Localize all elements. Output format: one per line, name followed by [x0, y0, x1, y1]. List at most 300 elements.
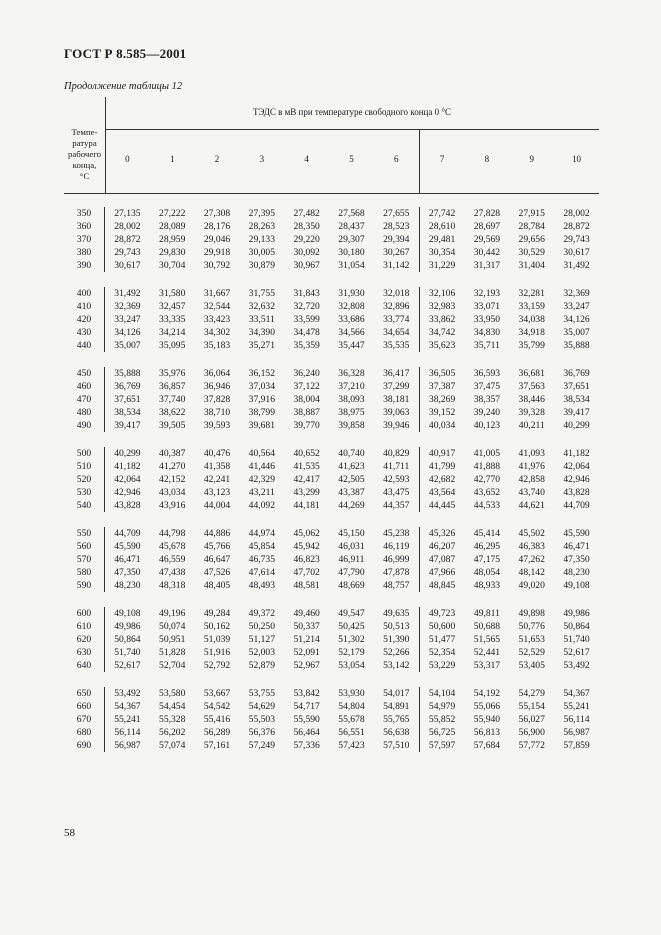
temperature-cell: 490 — [64, 419, 105, 432]
emf-value-cell: 45,414 — [473, 528, 501, 539]
table-row — [64, 380, 599, 393]
emf-value-cell: 27,308 — [203, 208, 231, 219]
emf-value-cell: 42,946 — [114, 487, 141, 498]
emf-value-cell: 34,654 — [383, 327, 410, 338]
left-header-line: конца, — [72, 160, 97, 170]
emf-value-cell: 33,511 — [248, 314, 275, 325]
emf-value-cell: 34,038 — [518, 314, 545, 325]
emf-value-cell: 28,437 — [338, 221, 365, 232]
emf-value-cell: 46,559 — [159, 554, 186, 565]
emf-value-cell: 56,464 — [293, 727, 320, 738]
emf-value-cell: 42,417 — [293, 474, 320, 485]
emf-value-cell: 41,093 — [518, 448, 545, 459]
emf-value-cell: 29,743 — [563, 234, 590, 245]
emf-value-cell: 39,152 — [419, 406, 465, 419]
emf-value-cell: 47,790 — [338, 567, 365, 578]
emf-value-cell: 55,241 — [114, 714, 141, 725]
emf-value-cell: 31,317 — [473, 260, 501, 271]
temperature-cell: 400 — [64, 287, 105, 300]
emf-value-cell: 36,152 — [248, 368, 276, 379]
table-row — [64, 367, 599, 380]
emf-value-cell: 51,039 — [203, 634, 231, 645]
emf-value-cell: 37,210 — [338, 381, 365, 392]
emf-value-cell: 51,828 — [159, 647, 186, 658]
emf-value-cell: 34,126 — [563, 314, 590, 325]
emf-value-cell: 27,568 — [338, 208, 365, 219]
emf-value-cell: 39,328 — [518, 407, 545, 418]
emf-value-cell: 29,569 — [473, 234, 501, 245]
table-row — [64, 633, 599, 646]
temperature-cell: 570 — [64, 553, 105, 566]
emf-value-cell: 56,725 — [419, 726, 465, 739]
emf-value-cell: 28,350 — [293, 221, 320, 232]
temperature-column-header — [64, 97, 106, 193]
emf-value-cell: 52,266 — [383, 647, 410, 658]
emf-value-cell: 45,150 — [338, 528, 365, 539]
emf-value-cell: 42,682 — [419, 473, 465, 486]
emf-value-cell: 48,757 — [383, 580, 410, 591]
emf-value-cell: 45,502 — [518, 528, 545, 539]
emf-value-cell: 51,390 — [383, 634, 410, 645]
emf-value-cell: 54,017 — [383, 688, 410, 699]
emf-value-cell: 34,478 — [293, 327, 320, 338]
emf-value-cell: 45,590 — [114, 541, 141, 552]
emf-value-cell: 35,888 — [114, 368, 141, 379]
temperature-cell: 630 — [64, 646, 105, 659]
emf-value-cell: 32,369 — [114, 301, 141, 312]
emf-value-cell: 27,655 — [383, 208, 410, 219]
emf-value-cell: 53,930 — [338, 688, 365, 699]
emf-value-cell: 43,034 — [159, 487, 186, 498]
emf-value-cell: 32,808 — [338, 301, 365, 312]
emf-value-cell: 56,638 — [383, 727, 410, 738]
emf-value-cell: 47,438 — [159, 567, 186, 578]
emf-value-cell: 43,828 — [563, 487, 590, 498]
emf-value-cell: 48,142 — [518, 567, 545, 578]
page-number: 58 — [64, 827, 75, 839]
temperature-cell: 610 — [64, 620, 105, 633]
emf-value-cell: 31,580 — [159, 288, 186, 299]
table-row — [64, 687, 599, 700]
emf-value-cell: 52,354 — [419, 646, 465, 659]
table-row — [64, 713, 599, 726]
emf-column-group-header: ТЭДС в мВ при температуре свободного конца 0 °С — [105, 97, 599, 130]
emf-value-cell: 30,617 — [114, 260, 141, 271]
emf-value-cell: 29,918 — [203, 247, 231, 258]
emf-value-cell: 34,566 — [338, 327, 365, 338]
table-continuation-label: Продолжение таблицы 12 — [64, 81, 183, 92]
emf-value-cell: 31,229 — [419, 259, 465, 272]
emf-value-cell: 48,318 — [159, 580, 186, 591]
emf-value-cell: 55,503 — [248, 714, 276, 725]
emf-value-cell: 52,529 — [518, 647, 545, 658]
emf-value-cell: 42,505 — [338, 474, 365, 485]
emf-value-cell: 44,621 — [518, 500, 545, 511]
emf-value-cell: 38,446 — [518, 394, 545, 405]
emf-value-cell: 38,181 — [383, 394, 410, 405]
emf-value-cell: 45,326 — [419, 527, 465, 540]
table-row — [64, 527, 599, 540]
table-row — [64, 646, 599, 659]
temperature-cell: 590 — [64, 579, 105, 592]
emf-value-cell: 46,471 — [114, 554, 141, 565]
emf-value-cell: 44,269 — [338, 500, 365, 511]
emf-value-cell: 34,302 — [203, 327, 231, 338]
emf-value-cell: 49,460 — [293, 608, 320, 619]
emf-value-cell: 30,879 — [248, 260, 276, 271]
emf-value-cell: 36,857 — [159, 381, 186, 392]
emf-value-cell: 47,262 — [518, 554, 545, 565]
emf-value-cell: 57,336 — [293, 740, 320, 751]
temperature-cell: 650 — [64, 687, 105, 700]
emf-value-cell: 35,888 — [563, 340, 590, 351]
emf-value-cell: 27,135 — [114, 208, 141, 219]
emf-value-cell: 40,476 — [203, 448, 231, 459]
emf-value-cell: 40,299 — [114, 448, 141, 459]
emf-value-cell: 43,564 — [419, 486, 465, 499]
column-header: 1 — [169, 154, 175, 164]
emf-value-cell: 39,681 — [248, 420, 276, 431]
emf-value-cell: 53,492 — [563, 660, 590, 671]
emf-value-cell: 28,610 — [419, 220, 465, 233]
emf-value-cell: 49,547 — [338, 608, 365, 619]
emf-value-cell: 50,513 — [383, 621, 410, 632]
emf-value-cell: 52,179 — [338, 647, 365, 658]
temperature-cell: 360 — [64, 220, 105, 233]
emf-value-cell: 54,279 — [518, 688, 545, 699]
table-row — [64, 566, 599, 579]
emf-value-cell: 57,161 — [203, 740, 231, 751]
emf-value-cell: 28,002 — [114, 221, 141, 232]
table-body — [64, 207, 599, 767]
temperature-cell: 390 — [64, 259, 105, 272]
emf-value-cell: 41,799 — [419, 460, 465, 473]
table-row — [64, 700, 599, 713]
emf-value-cell: 39,417 — [114, 420, 141, 431]
emf-value-cell: 44,445 — [419, 499, 465, 512]
emf-value-cell: 49,372 — [248, 608, 276, 619]
emf-value-cell: 48,230 — [563, 567, 590, 578]
emf-value-cell: 31,755 — [248, 288, 276, 299]
emf-value-cell: 47,702 — [293, 567, 320, 578]
emf-value-cell: 40,123 — [473, 420, 501, 431]
emf-value-cell: 42,064 — [114, 474, 141, 485]
emf-value-cell: 37,828 — [203, 394, 231, 405]
emf-value-cell: 29,220 — [293, 234, 320, 245]
emf-value-cell: 36,064 — [203, 368, 231, 379]
emf-value-cell: 40,829 — [383, 448, 410, 459]
table-row — [64, 579, 599, 592]
emf-value-cell: 40,740 — [338, 448, 365, 459]
emf-value-cell: 34,390 — [248, 327, 276, 338]
temperature-cell: 660 — [64, 700, 105, 713]
emf-value-cell: 54,192 — [473, 688, 501, 699]
emf-value-cell: 52,879 — [248, 660, 276, 671]
temperature-cell: 430 — [64, 326, 105, 339]
emf-value-cell: 50,951 — [159, 634, 186, 645]
emf-value-cell: 31,404 — [518, 260, 545, 271]
emf-value-cell: 33,686 — [338, 314, 365, 325]
emf-value-cell: 42,946 — [563, 474, 590, 485]
emf-value-cell: 41,182 — [563, 448, 590, 459]
emf-value-cell: 33,599 — [293, 314, 320, 325]
emf-value-cell: 39,417 — [563, 407, 590, 418]
emf-value-cell: 33,159 — [518, 301, 545, 312]
emf-value-cell: 31,843 — [293, 288, 320, 299]
emf-value-cell: 30,267 — [383, 247, 410, 258]
emf-value-cell: 54,629 — [248, 701, 276, 712]
emf-value-cell: 46,999 — [383, 554, 410, 565]
emf-value-cell: 32,193 — [473, 288, 501, 299]
table-row — [64, 339, 599, 352]
emf-value-cell: 46,735 — [248, 554, 276, 565]
emf-value-cell: 31,054 — [338, 260, 365, 271]
emf-value-cell: 46,823 — [293, 554, 320, 565]
emf-value-cell: 56,551 — [338, 727, 365, 738]
emf-value-cell: 30,005 — [248, 247, 276, 258]
left-header-line: °С — [79, 171, 90, 181]
emf-value-cell: 48,845 — [419, 579, 465, 592]
emf-value-cell: 32,106 — [419, 287, 465, 300]
table-row — [64, 540, 599, 553]
emf-value-cell: 46,207 — [419, 540, 465, 553]
table-row — [64, 246, 599, 259]
emf-value-cell: 50,250 — [248, 621, 276, 632]
emf-value-cell: 57,249 — [248, 740, 276, 751]
emf-value-cell: 39,063 — [383, 407, 410, 418]
temperature-cell: 640 — [64, 659, 105, 672]
table-row — [64, 726, 599, 739]
temperature-cell: 510 — [64, 460, 105, 473]
emf-value-cell: 43,123 — [203, 487, 231, 498]
emf-value-cell: 36,328 — [338, 368, 365, 379]
emf-value-cell: 38,004 — [293, 394, 320, 405]
emf-value-cell: 41,005 — [473, 448, 501, 459]
emf-value-cell: 31,667 — [203, 288, 231, 299]
emf-value-cell: 29,830 — [159, 247, 186, 258]
emf-value-cell: 45,590 — [563, 528, 590, 539]
emf-value-cell: 56,813 — [473, 727, 501, 738]
emf-value-cell: 48,493 — [248, 580, 276, 591]
emf-value-cell: 52,792 — [203, 660, 231, 671]
emf-value-cell: 36,417 — [383, 368, 410, 379]
temperature-cell: 670 — [64, 713, 105, 726]
emf-value-cell: 54,104 — [419, 687, 465, 700]
temperature-cell: 550 — [64, 527, 105, 540]
emf-value-cell: 37,740 — [159, 394, 186, 405]
emf-value-cell: 40,211 — [518, 420, 545, 431]
temperature-cell: 480 — [64, 406, 105, 419]
emf-value-cell: 48,581 — [293, 580, 320, 591]
emf-value-cell: 41,446 — [248, 461, 276, 472]
emf-value-cell: 33,247 — [114, 314, 141, 325]
emf-value-cell: 47,614 — [248, 567, 276, 578]
emf-value-cell: 36,505 — [419, 367, 465, 380]
emf-value-cell: 35,447 — [338, 340, 365, 351]
column-header: 8 — [484, 154, 490, 164]
emf-value-cell: 27,742 — [419, 207, 465, 220]
column-header: 7 — [419, 129, 465, 193]
temperature-cell: 420 — [64, 313, 105, 326]
emf-value-cell: 40,299 — [563, 420, 590, 431]
emf-value-cell: 38,710 — [203, 407, 231, 418]
table-row — [64, 233, 599, 246]
emf-value-cell: 46,471 — [563, 541, 590, 552]
temperature-cell: 380 — [64, 246, 105, 259]
emf-value-cell: 44,798 — [159, 528, 186, 539]
document-title: ГОСТ Р 8.585—2001 — [64, 46, 187, 61]
emf-value-cell: 27,828 — [473, 208, 501, 219]
emf-value-cell: 52,704 — [159, 660, 186, 671]
emf-value-cell: 39,858 — [338, 420, 365, 431]
emf-value-cell: 29,743 — [114, 247, 141, 258]
emf-value-cell: 32,544 — [203, 301, 231, 312]
emf-value-cell: 46,031 — [338, 541, 365, 552]
emf-value-cell: 32,369 — [563, 288, 590, 299]
emf-value-cell: 52,091 — [293, 647, 320, 658]
emf-value-cell: 55,416 — [203, 714, 231, 725]
emf-value-cell: 34,214 — [159, 327, 186, 338]
table-row — [64, 739, 599, 752]
table-row — [64, 553, 599, 566]
emf-value-cell: 34,830 — [473, 327, 501, 338]
emf-value-cell: 28,523 — [383, 221, 410, 232]
emf-value-cell: 38,622 — [159, 407, 186, 418]
emf-value-cell: 30,704 — [159, 260, 186, 271]
temperature-cell: 370 — [64, 233, 105, 246]
emf-value-cell: 29,394 — [383, 234, 410, 245]
emf-value-cell: 35,271 — [248, 340, 276, 351]
emf-value-cell: 54,804 — [338, 701, 365, 712]
emf-value-cell: 44,709 — [563, 500, 590, 511]
emf-value-cell: 32,720 — [293, 301, 320, 312]
emf-value-cell: 28,002 — [563, 208, 590, 219]
table-row — [64, 313, 599, 326]
temperature-cell: 470 — [64, 393, 105, 406]
table-row — [64, 287, 599, 300]
emf-value-cell: 54,979 — [419, 700, 465, 713]
table-row — [64, 259, 599, 272]
emf-value-cell: 35,095 — [159, 340, 186, 351]
emf-value-cell: 48,230 — [114, 580, 141, 591]
emf-value-cell: 43,652 — [473, 487, 501, 498]
column-header: 6 — [394, 154, 399, 164]
emf-value-cell: 47,087 — [419, 553, 465, 566]
emf-value-cell: 35,007 — [114, 340, 141, 351]
emf-value-cell: 43,387 — [338, 487, 365, 498]
emf-value-cell: 48,669 — [338, 580, 365, 591]
table-row — [64, 486, 599, 499]
emf-value-cell: 51,565 — [473, 634, 501, 645]
emf-value-cell: 49,108 — [114, 608, 141, 619]
temperature-cell: 580 — [64, 566, 105, 579]
emf-value-cell: 44,974 — [248, 528, 276, 539]
temperature-cell: 500 — [64, 447, 105, 460]
emf-value-cell: 53,317 — [473, 660, 501, 671]
emf-value-cell: 33,423 — [203, 314, 231, 325]
emf-value-cell: 47,526 — [203, 567, 231, 578]
emf-value-cell: 40,564 — [248, 448, 276, 459]
emf-value-cell: 41,711 — [383, 461, 410, 472]
emf-value-cell: 54,542 — [203, 701, 231, 712]
emf-value-cell: 56,900 — [518, 727, 545, 738]
temperature-cell: 620 — [64, 633, 105, 646]
emf-value-cell: 43,916 — [159, 500, 186, 511]
emf-value-cell: 51,916 — [203, 647, 231, 658]
emf-value-cell: 36,593 — [473, 368, 501, 379]
emf-value-cell: 44,004 — [203, 500, 231, 511]
emf-value-cell: 53,667 — [203, 688, 231, 699]
emf-value-cell: 33,862 — [419, 313, 465, 326]
emf-value-cell: 29,481 — [419, 233, 465, 246]
column-headers — [105, 129, 599, 193]
table-row — [64, 460, 599, 473]
emf-value-cell: 32,983 — [419, 300, 465, 313]
emf-value-cell: 28,959 — [159, 234, 186, 245]
emf-value-cell: 28,697 — [473, 221, 501, 232]
emf-value-cell: 45,678 — [159, 541, 186, 552]
emf-value-cell: 33,247 — [563, 301, 590, 312]
emf-value-cell: 38,799 — [248, 407, 276, 418]
temperature-cell: 600 — [64, 607, 105, 620]
left-header-line: Темпе- — [71, 127, 98, 137]
emf-value-cell: 53,580 — [159, 688, 186, 699]
emf-value-cell: 40,652 — [293, 448, 320, 459]
emf-value-cell: 47,966 — [419, 566, 465, 579]
emf-value-cell: 37,387 — [419, 380, 465, 393]
table-row — [64, 620, 599, 633]
emf-value-cell: 38,975 — [338, 407, 365, 418]
emf-value-cell: 39,505 — [159, 420, 186, 431]
emf-value-cell: 56,376 — [248, 727, 276, 738]
emf-value-cell: 47,175 — [473, 554, 501, 565]
table-row — [64, 659, 599, 672]
emf-value-cell: 38,534 — [563, 394, 590, 405]
column-header: 9 — [529, 154, 534, 164]
emf-value-cell: 29,656 — [518, 234, 545, 245]
emf-value-cell: 36,769 — [563, 368, 590, 379]
emf-value-cell: 35,359 — [293, 340, 320, 351]
emf-value-cell: 52,003 — [248, 647, 276, 658]
emf-value-cell: 49,898 — [518, 608, 545, 619]
emf-value-cell: 47,878 — [383, 567, 410, 578]
emf-value-cell: 28,872 — [563, 221, 590, 232]
emf-value-cell: 44,357 — [383, 500, 410, 511]
table-row — [64, 220, 599, 233]
emf-value-cell: 33,950 — [473, 314, 501, 325]
emf-value-cell: 55,852 — [419, 713, 465, 726]
emf-value-cell: 53,492 — [114, 688, 141, 699]
emf-value-cell: 46,647 — [203, 554, 231, 565]
emf-value-cell: 30,092 — [293, 247, 320, 258]
emf-value-cell: 40,387 — [159, 448, 186, 459]
emf-value-cell: 49,986 — [114, 621, 141, 632]
emf-value-cell: 56,114 — [563, 714, 590, 725]
emf-value-cell: 51,740 — [563, 634, 590, 645]
emf-value-cell: 57,597 — [419, 739, 465, 752]
emf-value-cell: 51,127 — [248, 634, 276, 645]
emf-value-cell: 42,152 — [159, 474, 186, 485]
emf-value-cell: 37,475 — [473, 381, 501, 392]
emf-value-cell: 30,792 — [203, 260, 231, 271]
table-row — [64, 447, 599, 460]
emf-value-cell: 35,183 — [203, 340, 231, 351]
emf-value-cell: 53,054 — [338, 660, 365, 671]
emf-value-cell: 28,263 — [248, 221, 276, 232]
emf-value-cell: 30,180 — [338, 247, 365, 258]
emf-value-cell: 41,888 — [473, 461, 501, 472]
emf-value-cell: 29,307 — [338, 234, 365, 245]
